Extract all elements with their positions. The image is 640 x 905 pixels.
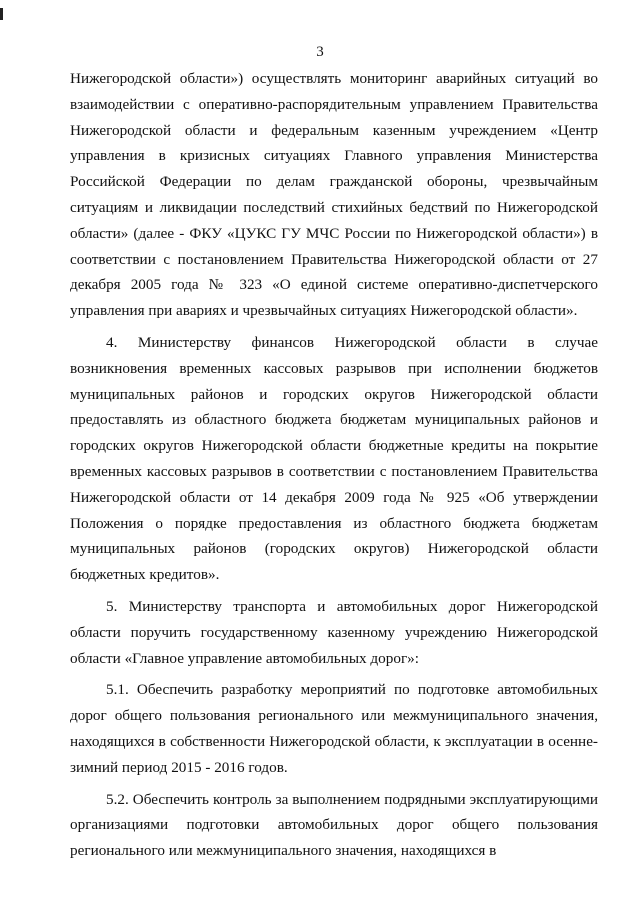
paragraph-item-5-1: 5.1. Обеспечить разработку мероприятий по подготовке автомобильных дорог общего пользования регионального или межмуниципального значения, находящихся в собственности Нижегородской области, к эксплуатации в осенне-зимний период 2015 - 2016 годов. bbox=[70, 681, 598, 776]
paragraph-continuation: Нижегородской области») осуществлять мониторинг аварийных ситуаций во взаимодействии с оперативно-распорядительным управлением Правительства Нижегородской области и федеральным казенным учреждением «Центр управления в кризисных ситуациях Главного управления Министерства Российской Федерации по делам гражданской обороны, чрезвычайным ситуациям и ликвидации последствий стихийных бедствий по Нижегородской области» (далее - ФКУ «ЦУКС ГУ МЧС России по Нижегородской области») в соответствии с постановлением Правительства Нижегородской области от 27 декабря 2005 года № 323 «О единой системе оперативно-диспетчерского управления при авариях и чрезвычайных ситуациях Нижегородской области». bbox=[70, 70, 598, 320]
page-number: 3 bbox=[316, 44, 324, 60]
paragraph-item-5-2: 5.2. Обеспечить контроль за выполнением подрядными эксплуатирующими организациями подготовки автомобильных дорог общего пользования регионального или межмуниципального значения, находящихся в bbox=[70, 790, 598, 860]
scan-corner-mark bbox=[0, 8, 3, 20]
paragraph-item-4: 4. Министерству финансов Нижегородской области в случае возникновения временных кассовых разрывов при исполнении бюджетов муниципальных районов и городских округов Нижегородской области предоставлять из областного бюджета бюджетам муниципальных районов и городских округов Нижегородской области бюджетные кредиты на покрытие временных кассовых разрывов в соответствии с постановлением Правительства Нижегородской области от 14 декабря 2009 года № 925 «Об утверждении Положения о порядке предоставления из областного бюджета бюджетам муниципальных районов (городских округов) Нижегородской области бюджетных кредитов». bbox=[70, 333, 598, 584]
document-body bbox=[70, 66, 598, 864]
paragraph-item-5: 5. Министерству транспорта и автомобильных дорог Нижегородской области поручить государственному казенному учреждению Нижегородской области «Главное управление автомобильных дорог»: bbox=[70, 597, 598, 667]
